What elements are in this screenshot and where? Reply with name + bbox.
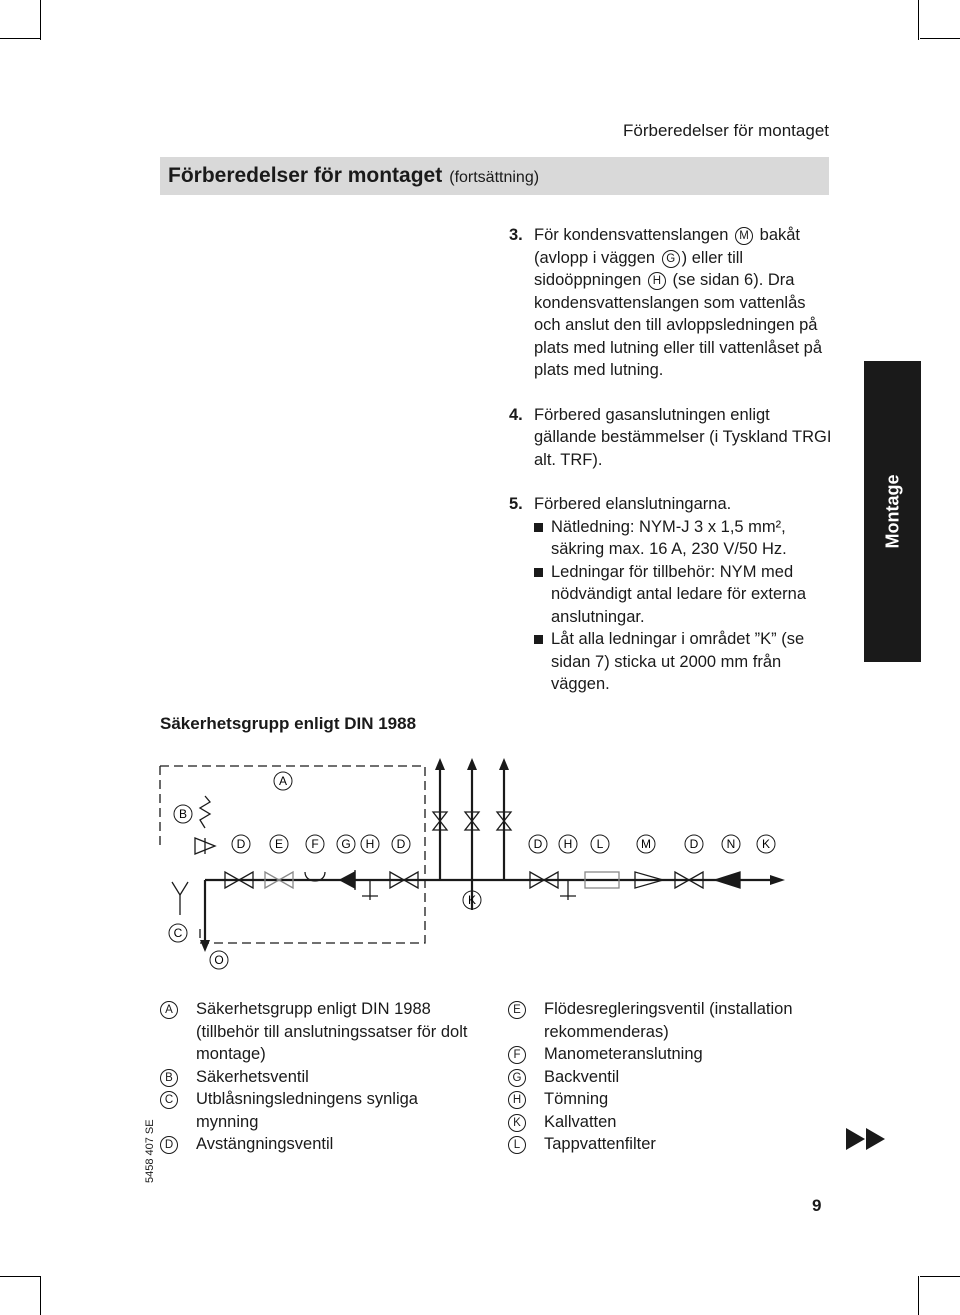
legend-item [508, 1043, 838, 1066]
bullet-item [551, 628, 834, 696]
legend-left [160, 998, 480, 1156]
flow-arrow-icon [770, 875, 785, 885]
section-title-bar [160, 157, 829, 195]
crop-mark [40, 1276, 41, 1315]
diagram-label: H [563, 837, 573, 851]
crop-mark [0, 1276, 40, 1277]
diagram-label: F [311, 837, 319, 851]
legend-letter: H [508, 1091, 526, 1109]
page-number: 9 [812, 1196, 822, 1215]
legend-text: Manometeranslutning [544, 1045, 703, 1063]
step-text-part: ) eller till sidoöppningen [534, 248, 744, 289]
drain-tap-icon [560, 880, 576, 900]
step-text-part: För kondensvattenslangen [534, 226, 734, 244]
step-text: Förbered gasanslutningen enligt gällande bestämmelser (i Tyskland TRGI alt. TRF). [534, 405, 832, 469]
flow-arrow-icon [200, 940, 210, 952]
callout-label: H [648, 272, 666, 290]
diagram-label: B [178, 807, 188, 821]
drain-tap-icon [362, 880, 378, 900]
step-number: 3. [509, 226, 523, 244]
step-4 [509, 404, 834, 472]
crop-mark [0, 38, 40, 39]
legend-letter: C [160, 1091, 178, 1109]
bullet-square [534, 635, 543, 644]
document-code: 5458 407 SE [144, 1119, 156, 1183]
step-text-part: bakåt (avlopp i väggen [534, 226, 801, 267]
step-body [534, 493, 834, 696]
bullet-text: Nätledning: NYM-J 3 x 1,5 mm², säkring max. 16 A, 230 V/50 Hz. [551, 517, 787, 558]
legend-right [508, 998, 838, 1156]
legend-letter: L [508, 1136, 526, 1154]
step-text: Förbered elanslutningarna. [534, 495, 732, 513]
diagram-label: M [641, 837, 651, 851]
legend-text: Kallvatten [544, 1112, 617, 1131]
legend-letter: D [160, 1136, 178, 1154]
step-number: 4. [509, 405, 523, 424]
section-title: Förberedelser för montaget [168, 164, 443, 187]
legend-item [508, 1066, 838, 1089]
legend-text: Avstängningsventil [196, 1135, 334, 1153]
next-page-icon[interactable] [846, 1128, 888, 1150]
side-tab-label: Montage [882, 474, 902, 549]
drain-tundish [172, 882, 188, 895]
section-title-suffix: (fortsättning) [449, 169, 540, 186]
callout-label: M [735, 227, 753, 245]
legend-letter: F [508, 1046, 526, 1064]
legend-text: Säkerhetsventil [196, 1067, 309, 1086]
diagram-label: L [596, 837, 604, 851]
crop-mark [918, 1276, 919, 1315]
step-5 [509, 493, 834, 696]
legend-text: Backventil [544, 1067, 620, 1086]
check-valve-icon [340, 872, 355, 888]
legend-letter: G [508, 1069, 526, 1087]
legend-letter: A [160, 1001, 178, 1019]
diagram-label: K [761, 837, 771, 851]
flow-arrow-icon [499, 758, 509, 770]
diagram-label: N [726, 837, 736, 851]
safety-valve-spring [200, 796, 210, 828]
legend-item [160, 1133, 480, 1156]
flow-arrow-icon [467, 758, 477, 770]
legend-text: Säkerhetsgrupp enligt DIN 1988 (tillbehör till anslutningssatser för dolt montage) [196, 1000, 468, 1063]
bullet-item [551, 561, 834, 629]
bullet-square [534, 568, 543, 577]
crop-mark [40, 0, 41, 40]
legend-item [160, 1066, 480, 1089]
safety-group-diagram [150, 750, 800, 980]
bullet-text: Låt alla ledningar i området ”K” (se sidan 7) sticka ut 2000 mm från väggen. [551, 630, 805, 693]
step-number: 5. [509, 495, 523, 513]
legend-item [508, 1088, 838, 1111]
diagram-label: D [533, 837, 543, 851]
legend-letter: K [508, 1114, 526, 1132]
diagram-label: K [467, 893, 477, 907]
bullet-text: Ledningar för tillbehör: NYM med nödvändigt antal ledare för externa anslutningar. [551, 562, 807, 626]
bullet-square [534, 523, 543, 532]
step-text-part: (se sidan 6). Dra kondensvattenslangen som vattenlås och anslut den till avloppsledningen på plats med lutning eller till vattenlåset på plats med lutning. [534, 271, 822, 379]
legend-letter: E [508, 1001, 526, 1019]
step-3 [509, 224, 834, 382]
legend-item [508, 998, 838, 1043]
diagram-label: E [274, 837, 284, 851]
instruction-steps [509, 224, 834, 718]
diagram-label: C [173, 926, 183, 940]
diagram-heading: Säkerhetsgrupp enligt DIN 1988 [160, 714, 417, 733]
safety-group-boundary [160, 766, 425, 943]
diagram-label: A [278, 774, 288, 788]
running-header: Förberedelser för montaget [623, 121, 829, 140]
legend-text: Utblåsningsledningens synliga mynning [196, 1090, 418, 1131]
legend-item [508, 1133, 838, 1156]
diagram-label: O [214, 953, 224, 967]
crop-mark [918, 0, 919, 40]
diagram-label: D [689, 837, 699, 851]
legend-letter: B [160, 1069, 178, 1087]
step-text [534, 224, 834, 382]
legend-text: Tappvattenfilter [544, 1135, 656, 1153]
flow-arrow-icon [435, 758, 445, 770]
crop-mark [920, 38, 960, 39]
legend-text: Flödesregleringsventil (installation rekommenderas) [544, 1000, 793, 1041]
diagram-label: H [365, 837, 375, 851]
legend-text: Tömning [544, 1090, 609, 1108]
diagram-label: G [341, 837, 351, 851]
check-valve-icon [715, 872, 740, 888]
side-tab [864, 361, 921, 662]
legend-item [508, 1111, 838, 1134]
legend-item [160, 1088, 480, 1133]
crop-mark [920, 1276, 960, 1277]
diagram-label: D [236, 837, 246, 851]
legend-item [160, 998, 480, 1066]
bullet-item [551, 516, 834, 561]
diagram-label: D [396, 837, 406, 851]
callout-label: G [662, 250, 680, 268]
